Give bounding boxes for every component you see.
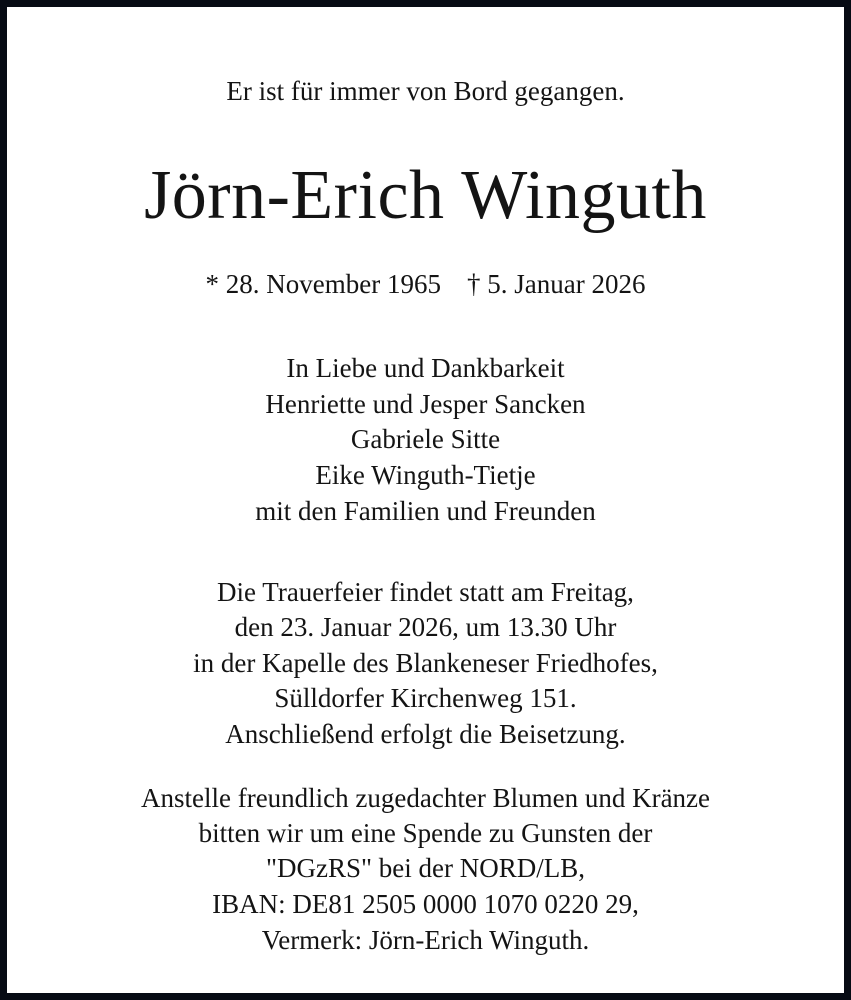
life-dates [0,269,851,299]
donation-line: bitten wir um eine Spende zu Gunsten der [198,818,653,848]
funeral-line: Anschließend erfolgt die Beisetzung. [225,719,626,749]
deceased-name: Jörn-Erich Winguth [144,157,707,234]
funeral-line: in der Kapelle des Blankeneser Friedhofes, [193,648,658,678]
funeral-line: Sülldorfer Kirchenweg 151. [274,683,577,713]
funeral-line: den 23. Januar 2026, um 13.30 Uhr [234,612,617,642]
epigraph: Er ist für immer von Bord gegangen. [226,76,625,106]
donation-line: Anstelle freundlich zugedachter Blumen und Kränze [140,783,711,813]
funeral-line: Die Trauerfeier findet statt am Freitag, [217,577,634,607]
birth-date: * 28. November 1965 [205,269,441,299]
mourners-line: Henriette und Jesper Sancken [265,389,586,419]
death-date: † 5. Januar 2026 [467,269,646,299]
mourners-line: Gabriele Sitte [350,424,501,454]
donation-reference-line: Vermerk: Jörn-Erich Winguth. [261,925,590,955]
iban-line: IBAN: DE81 2505 0000 1070 0220 29, [212,889,639,919]
donation-line: "DGzRS" bei der NORD/LB, [265,853,586,883]
mourners-line: Eike Winguth-Tietje [315,460,536,490]
mourners-line: mit den Familien und Freunden [255,496,596,526]
mourners-line: In Liebe und Dankbarkeit [286,353,565,383]
